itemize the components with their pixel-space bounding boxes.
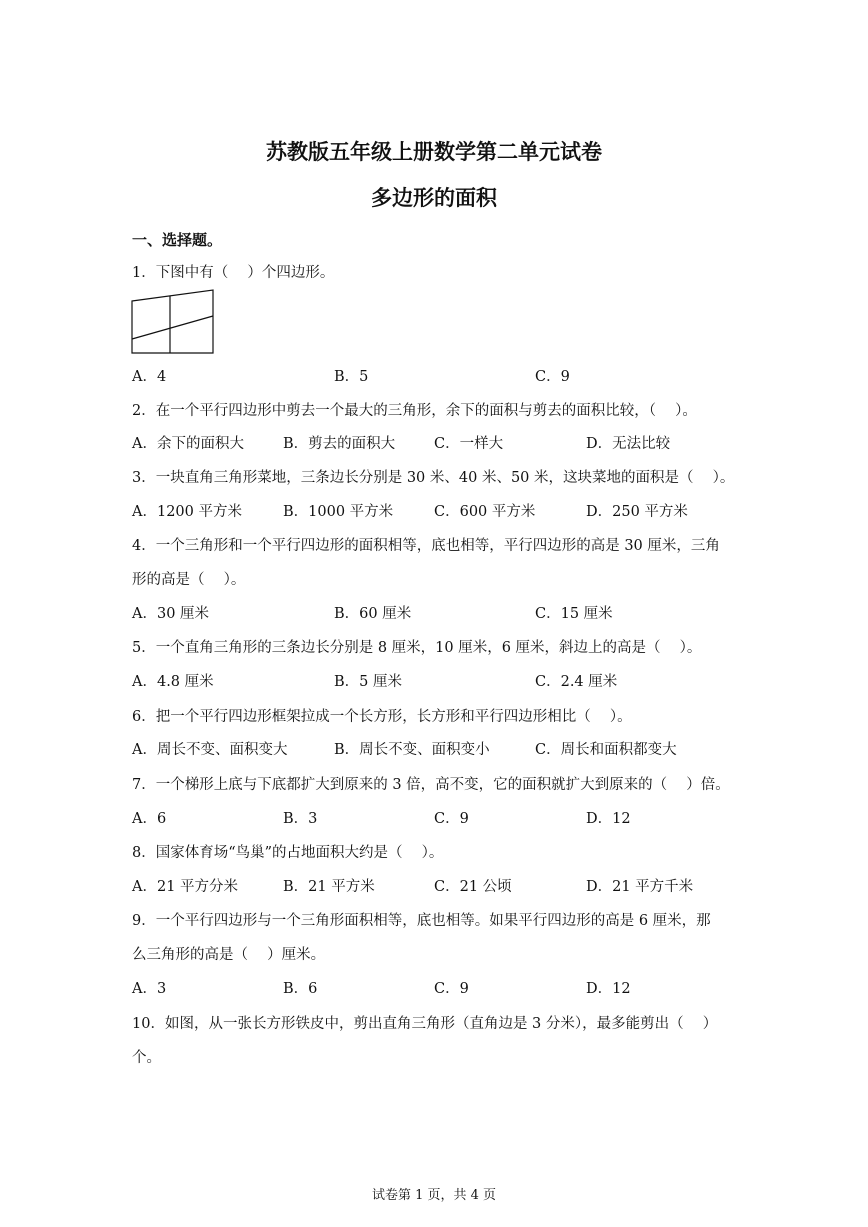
q2-option-b: B．剪去的面积大 (283, 436, 396, 452)
q7-option-c: C．9 (434, 811, 469, 827)
q1-option-a: A．4 (132, 369, 167, 385)
q9-option-b: B．6 (283, 981, 318, 997)
q7-option-a: A．6 (132, 811, 167, 827)
question-6: 6．把一个平行四边形框架拉成一个长方形，长方形和平行四边形相比（ ）。 (132, 709, 632, 725)
q8-option-c: C．21 公顷 (434, 879, 512, 895)
q8-option-d: D．21 平方千米 (586, 879, 694, 895)
page-subtitle: 多边形的面积 (371, 185, 497, 210)
question-8: 8．国家体育场“鸟巢”的占地面积大约是（ ）。 (132, 845, 444, 861)
figure-outline (132, 290, 213, 353)
q3-option-d: D．250 平方米 (586, 504, 688, 520)
question-1: 1．下图中有（ ）个四边形。 (132, 265, 335, 281)
q9-option-c: C．9 (434, 981, 469, 997)
page-title: 苏教版五年级上册数学第二单元试卷 (266, 139, 602, 164)
question-10-line-1: 10．如图，从一张长方形铁皮中，剪出直角三角形（直角边是 3 分米），最多能剪出（ ） (132, 1016, 718, 1032)
q4-option-c: C．15 厘米 (535, 606, 613, 622)
q5-option-a: A．4.8 厘米 (132, 674, 214, 690)
question-4-line-2: 形的高是（ ）。 (132, 572, 246, 588)
q7-option-b: B．3 (283, 811, 318, 827)
q6-option-a: A．周长不变、面积变大 (132, 742, 288, 758)
q2-option-a: A．余下的面积大 (132, 436, 244, 452)
q9-option-d: D．12 (586, 981, 631, 997)
q7-option-d: D．12 (586, 811, 631, 827)
q3-option-c: C．600 平方米 (434, 504, 536, 520)
question-4-line-1: 4．一个三角形和一个平行四边形的面积相等，底也相等，平行四边形的高是 30 厘米，三角 (132, 538, 720, 554)
q4-option-a: A．30 厘米 (132, 606, 210, 622)
q1-option-b: B．5 (334, 369, 369, 385)
q3-option-b: B．1000 平方米 (283, 504, 394, 520)
q8-option-b: B．21 平方米 (283, 879, 375, 895)
question-9-line-2: 么三角形的高是（ ）厘米。 (132, 947, 326, 963)
question-2: 2．在一个平行四边形中剪去一个最大的三角形，余下的面积与剪去的面积比较，（ ）。 (132, 403, 697, 419)
question-9-line-1: 9．一个平行四边形与一个三角形面积相等，底也相等。如果平行四边形的高是 6 厘米，那 (132, 913, 711, 929)
q8-option-a: A．21 平方分米 (132, 879, 239, 895)
q1-option-c: C．9 (535, 369, 570, 385)
q5-option-c: C．2.4 厘米 (535, 674, 618, 690)
q5-option-b: B．5 厘米 (334, 674, 402, 690)
q9-option-a: A．3 (132, 981, 167, 997)
question-5: 5．一个直角三角形的三条边长分别是 8 厘米，10 厘米，6 厘米，斜边上的高是（ ）。 (132, 640, 702, 656)
q6-option-b: B．周长不变、面积变小 (334, 742, 490, 758)
q2-option-d: D．无法比较 (586, 436, 671, 452)
q6-option-c: C．周长和面积都变大 (535, 742, 677, 758)
question-7: 7．一个梯形上底与下底都扩大到原来的 3 倍，高不变，它的面积就扩大到原来的（ ）倍。 (132, 777, 730, 793)
question-10-line-2: 个。 (132, 1050, 161, 1066)
figure-slanted-line (132, 316, 213, 339)
section-heading: 一、选择题。 (132, 231, 223, 249)
q2-option-c: C．一样大 (434, 436, 504, 452)
question-3: 3．一块直角三角形菜地，三条边长分别是 30 米、40 米、50 米，这块菜地的面积是（ ）。 (132, 470, 735, 486)
quadrilateral-figure (131, 289, 217, 357)
q3-option-a: A．1200 平方米 (132, 504, 242, 520)
page-footer: 试卷第 1 页，共 4 页 (371, 1188, 497, 1203)
q4-option-b: B．60 厘米 (334, 606, 412, 622)
